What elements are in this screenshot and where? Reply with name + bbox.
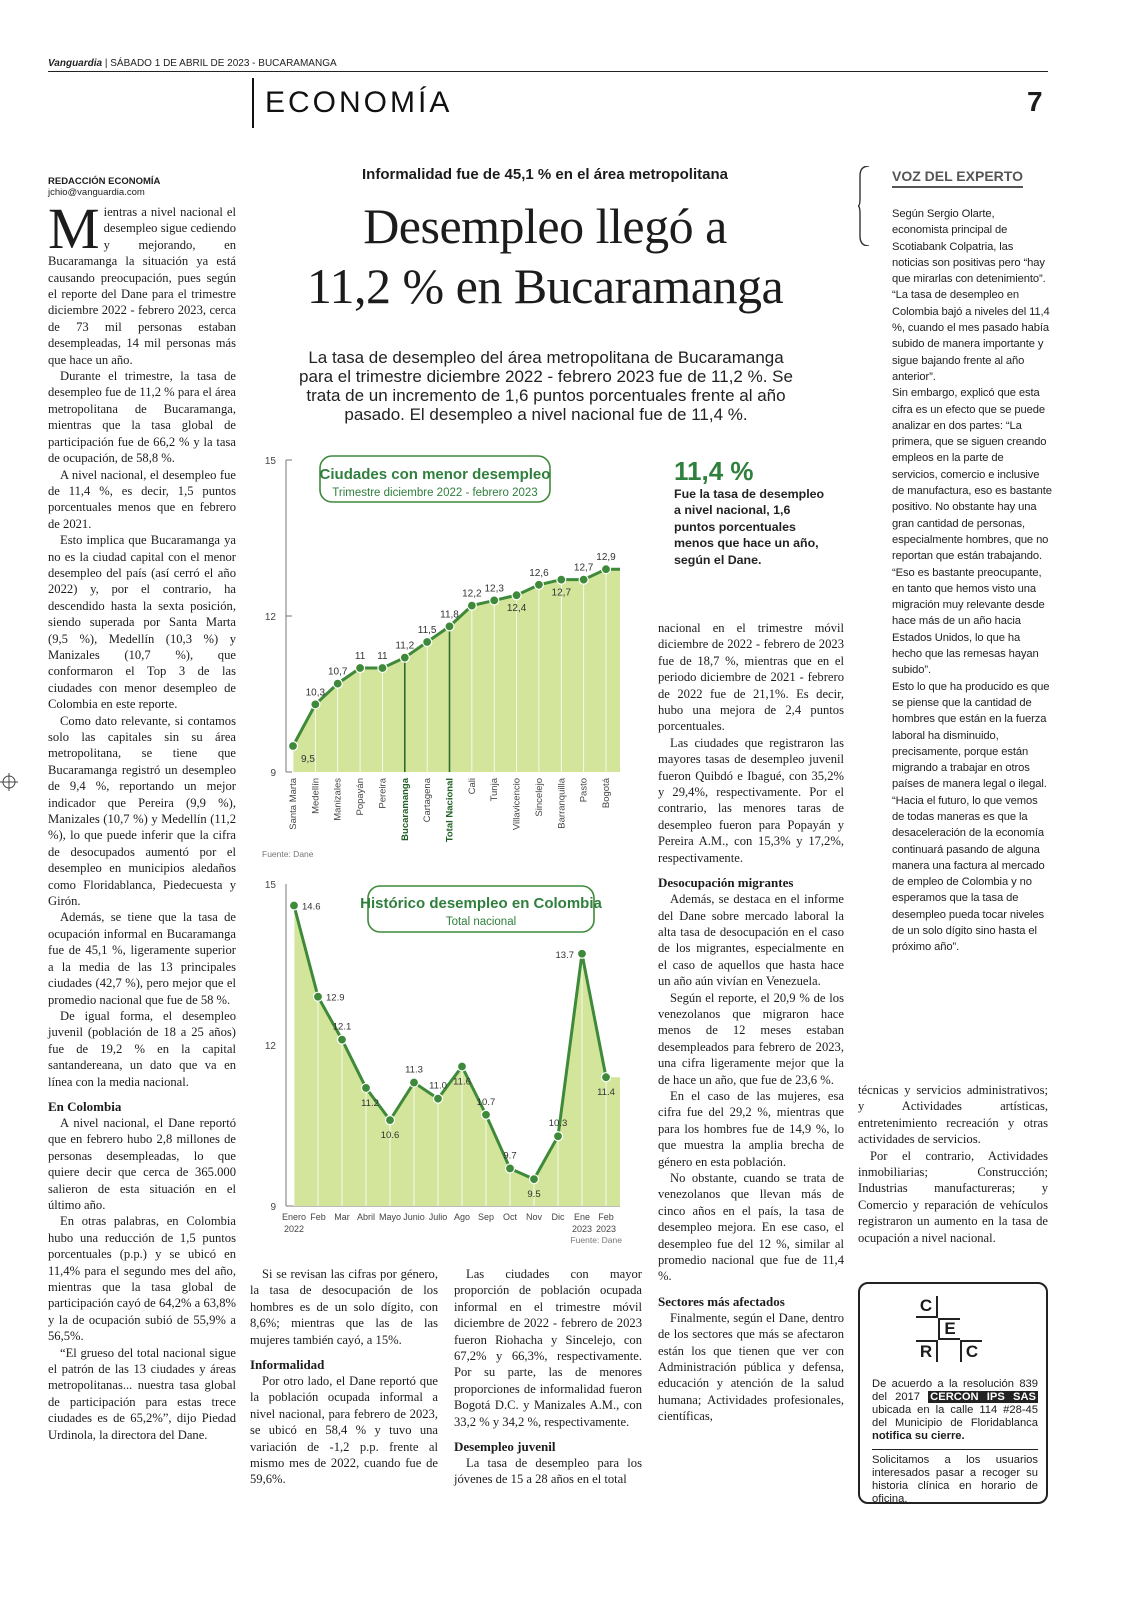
data-label: 11.2 (361, 1097, 379, 1109)
data-point (289, 742, 298, 751)
data-point (356, 664, 365, 673)
subhead: Sectores más afectados (658, 1293, 785, 1309)
data-point (512, 591, 521, 600)
data-point (362, 1083, 371, 1092)
category-label: Pereira (377, 778, 389, 809)
data-label: 12,7 (551, 587, 572, 599)
notice-body: De acuerdo a la resolución 839 del 2017 CERCON IPS SAS ubicada en la calle 114 #28-45 del Municipio de Floridablanca notifica su cierre. (872, 1378, 1038, 1442)
paragraph: Las ciudades que registraron las mayores tasas de desempleo juvenil fueron Quibdó e Ibagué, con 35,2% y 29,4%, respectivamente. Por el contrario, las menores taras de desempleo fueron para Popayán y Pereira A.M., con 15,3% y 17,2%, respectivamente. (658, 735, 844, 865)
paragraph: Esto implica que Bucaramanga ya no es la ciudad capital con el menor desempleo del país (así cerró el año 2022) y, por el contrario, ha descendido hasta la sexta posición, siendo superada por Santa Marta (9,5 %), Medellín (10,3 %) y Manizales (10,7 %), que conformaron el Top 3 de las ciudades con menor desempleo de Colombia en este reporte. (48, 533, 236, 712)
data-label: 12.9 (326, 992, 345, 1004)
category-label: Villavicencio (511, 778, 523, 831)
data-label: 12,2 (462, 588, 482, 600)
data-label: 10,7 (327, 666, 348, 678)
chart-title: Histórico desempleo en Colombia (360, 895, 602, 912)
data-label: 12,9 (596, 552, 616, 564)
data-label: 12,3 (484, 583, 504, 595)
headline-line-1: Desempleo llegó a (363, 198, 727, 254)
data-point (467, 601, 476, 610)
logo-letter: C (916, 1296, 938, 1318)
category-label: Medellín (310, 778, 322, 814)
headline (250, 196, 840, 316)
category-label: Mayo (378, 1212, 402, 1222)
paragraph: Según el reporte, el 20,9 % de los venezolanos que migraron hace menos de 12 meses estaban desempleados para febrero de 2023, una cifra ligeramente mejor que la de hace un año, que fue de 23,6 %. (658, 990, 844, 1087)
year-label: 2023 (595, 1224, 617, 1234)
data-label: 10.7 (476, 1096, 496, 1108)
data-point (557, 575, 566, 584)
data-point (445, 622, 454, 631)
y-tick-label: 15 (264, 456, 276, 467)
cerc-logo (916, 1296, 982, 1362)
data-point (506, 1164, 515, 1173)
data-label: 11.6 (453, 1076, 471, 1088)
data-point (554, 1132, 563, 1141)
date-line: | SÁBADO 1 DE ABRIL DE 2023 - BUCARAMANGA (104, 58, 337, 69)
category-label: Sep (477, 1212, 495, 1222)
data-label: 11,5 (417, 625, 437, 636)
chart-source: Fuente: Dane (570, 1235, 622, 1245)
data-point (530, 1175, 539, 1184)
category-label: Mar (334, 1212, 350, 1222)
notice-text (872, 1378, 1038, 1506)
paragraph: Por otro lado, el Dane reportó que la población ocupada informal a nivel nacional, para febrero de 2023, se ubicó en 58,4 % y tuvo una variación de -1,2 p.p. frente al mismo mes de 2022, cuando fue de 59,6%. (250, 1374, 438, 1487)
category-label: Feb (598, 1212, 614, 1222)
data-label: 11 (377, 651, 388, 662)
category-label: Pasto (578, 778, 590, 803)
paragraph: La tasa de desempleo para los jóvenes de 15 a 28 años en el total (454, 1456, 642, 1487)
expert-title: VOZ DEL EXPERTO (892, 168, 1023, 188)
data-point (400, 653, 409, 662)
logo-letter: E (938, 1318, 960, 1340)
expert-paragraph: Esto lo que ha producido es que se piense que la cantidad de hombres que están en la fuerza laboral ha disminuido, precisamente, porque están migrando a trabajar en otros países de manera legal o ilegal. (892, 680, 1050, 791)
subhead: Desempleo juvenil (454, 1439, 556, 1455)
paragraph: Por el contrario, Actividades inmobiliarias; Construcción; Industrias manufactureras; y Comercio y reparación de vehículos registraron un aumento en la tasa de ocupación a nivel nacional. (858, 1148, 1048, 1245)
data-point (458, 1062, 467, 1071)
data-label: 13.7 (555, 949, 574, 961)
callout-text: Fue la tasa de desempleo a nivel nacional, 1,6 puntos porcentuales menos que hace un año, según el Dane. (674, 487, 825, 567)
data-point (311, 700, 320, 709)
data-point (338, 1035, 347, 1044)
y-tick-label: 9 (270, 1202, 276, 1213)
category-label: Tunja (489, 778, 501, 802)
data-point (578, 949, 587, 958)
category-label: Enero (281, 1212, 307, 1222)
paragraph: Durante el trimestre, la tasa de desempleo fue de 11,2 % para el área metropolitana de Bucaramanga, mientras que la tasa global de participación fue de 66,2 % y la tasa de ocupación, de 58,8 %. (48, 369, 236, 466)
page-number: 7 (1027, 86, 1043, 117)
data-label: 10,3 (305, 687, 326, 699)
notice-footer: Solicitamos a los usuarios interesados pasar a recoger su historia clínica en horario de oficina. (872, 1449, 1038, 1506)
category-label: Julio (428, 1212, 448, 1222)
deck: La tasa de desempleo del área metropolitana de Bucaramanga para el trimestre diciembre 2022 - febrero 2023 fue de 11,2 %. Se trata de un incremento de 1,6 puntos porcentuales frente al año pasado. El desempleo a nivel nacional fue de 11,4 %. (299, 348, 793, 424)
paragraph: Finalmente, según el Dane, dentro de los sectores que más se afectaron están los que tienen que ver con Administración pública y defensa, educación y atención de la salud humana; Actividades profesionales, científicas, (658, 1310, 844, 1424)
drop-cap: M (48, 196, 100, 261)
data-label: 14.6 (302, 901, 321, 913)
chart-title: Ciudades con menor desempleo (319, 466, 551, 483)
paragraph: De igual forma, el desempleo juvenil (población de 18 a 25 años) fue de 19,2 % en la capital santandereana, un dato que va en línea con la media nacional. (48, 1008, 236, 1089)
byline-author: REDACCIÓN ECONOMÍA (48, 176, 161, 187)
masthead (48, 58, 1048, 72)
data-point (314, 992, 323, 1001)
expert-paragraph: Sin embargo, explicó que esta cifra es un efecto que se puede analizar en dos partes: “La primera, que se siguen creando empleos en la parte de servicios, comercio e inclusive de manufactura, eso es bastante positivo. No obstante hay una gran cantidad de personas, especialmente hombres, que no reportan que están trabajando. (892, 387, 1052, 563)
category-label: Dic (551, 1212, 565, 1222)
data-label: 11,8 (440, 609, 459, 621)
y-tick-label: 9 (270, 768, 276, 779)
chart-historic-unemployment (258, 876, 648, 1256)
paragraph: Además, se destaca en el informe del Dane sobre mercado laboral la alta tasa de desocupación en el caso de los migrantes, especialmente en el caso de aquellos que hasta hace un año aún vivían en Venezuela. (658, 892, 844, 989)
category-label: Total Nacional (444, 778, 456, 843)
callout-value: 11,4 % (674, 456, 754, 486)
data-label: 11.0 (429, 1080, 447, 1092)
notice-highlight: CERCON IPS SAS (930, 1391, 1036, 1403)
category-label: Ago (453, 1212, 471, 1222)
expert-paragraph: “La tasa de desempleo en Colombia bajó a niveles del 11,4 %, cuando el mes pasado había subido de manera importante y sigue bajando frente al año anterior”. (892, 289, 1050, 383)
paragraph: En el caso de las mujeres, esa cifra fue del 29,2 %, mientras que para los hombres fue de 14,9 %, lo que muestra la amplia brecha de género en esta población. (658, 1088, 844, 1169)
data-label: 12,7 (573, 562, 594, 574)
paragraph: A nivel nacional, el Dane reportó que en febrero hubo 2,8 millones de personas desempleadas, lo que quiere decir que cerca de 365.000 salieron de esta situación en el último año. (48, 1115, 236, 1212)
category-label: Nov (525, 1212, 543, 1222)
category-label: Santa Marta (288, 778, 299, 830)
data-label: 9,5 (301, 754, 315, 765)
data-label: 11 (354, 651, 366, 662)
data-point (482, 1110, 491, 1119)
section-divider (252, 78, 254, 128)
data-label: 10.6 (380, 1130, 400, 1142)
category-label: Oct (502, 1212, 518, 1222)
paragraph: técnicas y servicios administrativos; y Actividades artísticas, entretenimiento recreación y otras actividades de servicios. (858, 1083, 1048, 1147)
category-label: Popayán (355, 778, 367, 816)
subhead: En Colombia (48, 1098, 122, 1114)
data-label: 12,6 (529, 567, 549, 579)
logo-letter: R (916, 1340, 938, 1362)
data-point (410, 1078, 419, 1087)
notice-bold: notifica su cierre. (872, 1430, 965, 1442)
category-label: Manizales (332, 778, 344, 821)
data-label: 9.7 (503, 1150, 517, 1162)
data-point (423, 638, 432, 647)
data-label: 12,4 (506, 603, 527, 615)
year-label: 2023 (571, 1224, 593, 1234)
subhead: Informalidad (250, 1357, 325, 1373)
year-label: 2022 (283, 1224, 305, 1234)
category-label: Abril (356, 1212, 376, 1222)
category-label: Ene (573, 1212, 591, 1222)
subhead: Desocupación migrantes (658, 875, 794, 891)
chart-subtitle: Total nacional (445, 916, 517, 928)
logo-letter: C (960, 1340, 982, 1362)
data-label: 11.4 (597, 1087, 615, 1099)
data-label: 11,2 (395, 640, 415, 652)
data-point (434, 1094, 443, 1103)
expert-paragraph: “Hacia el futuro, lo que vemos de todas maneras es que la desaceleración de la economía continuará pasando de alguna manera una factura al mercado de empleo de Colombia y no esperamos que la tasa de desempleo pueda tocar niveles de un solo dígito sino hasta el próximo año”. (892, 794, 1045, 954)
data-label: 11.3 (405, 1064, 423, 1076)
chart-cities-unemployment (258, 452, 648, 862)
category-label: Feb (310, 1212, 326, 1222)
data-point (602, 1073, 611, 1082)
section-title: ECONOMÍA (265, 86, 453, 119)
paragraph: Como dato relevante, si contamos solo las capitales sin su área metropolitana, se tiene que Bucaramanga registró un desempleo de 9,4 %, reportando un mejor indicador que Pereira (9,9 %), Manizales (10,7 %) y Medellín (11,2 %), lo que puede inferir que la cifra de desocupados aumentó por el desempleo en municipios aledaños como Floridablanca, Piedecuesta y Girón. (48, 713, 236, 909)
paragraph: No obstante, cuando se trata de venezolanos que llevan más de cinco años en el país, la tasa de desempleo mejora. En ese caso, el desempleo fue del 12 %, similar al promedio nacional que fue de 11,4 %. (658, 1171, 844, 1284)
article-column-5 (858, 1082, 1048, 1246)
paragraph: A nivel nacional, el desempleo fue de 11,4 %, es decir, 1,5 puntos porcentuales menos que en febrero de 2021. (48, 467, 236, 531)
category-label: Bogotá (601, 778, 612, 809)
headline-line-2: 11,2 % en Bucaramanga (306, 258, 784, 314)
data-label: 12.1 (332, 1021, 352, 1033)
paragraph: “El grueso del total nacional sigue el patrón de las 13 ciudades y áreas metropolitanas... nuestra tasa global de participación para estas trece ciudades es de 65,2%”, dijo Piedad Urdinola, la directora del Dane. (48, 1345, 236, 1442)
paragraph: Mientras a nivel nacional el desempleo sigue cediendo y mejorando, en Bucaramanga la situación ya está causando preocupación, pues según el reporte del Dane para el trimestre diciembre 2022 - febrero 2023, cerca de 73 mil personas estaban desempleadas, 14 mil personas más que hace un año. (48, 196, 236, 367)
data-point (333, 679, 342, 688)
category-label: Cartagena (422, 778, 434, 823)
data-point (378, 664, 387, 673)
data-label: 9.5 (527, 1189, 541, 1201)
paragraph: Si se revisan las cifras por género, la tasa de desocupación de los hombres es de un solo dígito, con 8,6%; mientras que las de las mujeres también cayó, a 15%. (250, 1267, 438, 1347)
category-label: Junio (403, 1212, 425, 1222)
article-column-4 (658, 620, 844, 1425)
data-label: 10.3 (548, 1118, 568, 1130)
paragraph: En otras palabras, en Colombia hubo una reducción de 1,5 puntos porcentuales (p.p.) y se ubicó en 11,4% para el segundo mes del año, mientras que la tasa global de participación cayó de 64,2% a 63,8% y la de ocupación subió de 55,9% a 56,5%. (48, 1214, 236, 1344)
category-label: Cali (466, 778, 478, 795)
article-column-3 (454, 1266, 642, 1488)
byline (48, 176, 160, 198)
y-tick-label: 12 (264, 1041, 276, 1052)
kicker: Informalidad fue de 45,1 % en el área metropolitana (362, 166, 728, 183)
data-point (290, 901, 299, 910)
paragraph: nacional en el trimestre móvil diciembre de 2022 - febrero de 2023 fue de 18,7 %, mientras que en el periodo diciembre de 2021 - febrero de 2022 fue de 21,1%. Es decir, hubo una mejora de 2,4 puntos porcentuales. (658, 621, 844, 734)
chart-subtitle: Trimestre diciembre 2022 - febrero 2023 (332, 487, 538, 499)
expert-text (892, 206, 1052, 956)
category-label: Sincelejo (533, 778, 545, 817)
data-point (579, 575, 588, 584)
article-column-1 (48, 196, 236, 1443)
brand-logo: Vanguardia (48, 58, 103, 69)
category-label: Bucaramanga (399, 778, 411, 841)
data-point (602, 565, 611, 574)
category-label: Barranquilla (556, 778, 568, 829)
data-point (534, 580, 543, 589)
byline-email: jchio@vanguardia.com (48, 187, 145, 198)
registration-mark-icon (0, 773, 18, 791)
article-column-2 (250, 1266, 438, 1488)
paragraph: Las ciudades con mayor proporción de población ocupada informal en el trimestre móvil diciembre de 2022 - febrero de 2023 fueron Riohacha y Sincelejo, con 67,2% y 66,3%, respectivamente. Por su parte, las de menores proporciones de informalidad fueron Bogotá D.C. y Manizales A.M., con 33,2 % y 34,2 %, respectivamente. (454, 1267, 642, 1429)
expert-paragraph: “Eso es bastante preocupante, en tanto que hemos visto una migración muy relevante desde hace más de un año hacia Estados Unidos, lo que ha hecho que las remesas hayan subido”. (892, 566, 1045, 677)
y-tick-label: 12 (264, 612, 276, 623)
paragraph: Además, se tiene que la tasa de ocupación informal en Bucaramanga fue de 45,1 %, ligeramente superior a la media de las 13 principales ciudades (42,7 %), pero mejor que el promedio nacional que fue de 58 %. (48, 910, 236, 1007)
data-point (490, 596, 499, 605)
bracket-icon (858, 166, 870, 246)
chart-source: Fuente: Dane (262, 849, 314, 859)
data-point (386, 1116, 395, 1125)
y-tick-label: 15 (264, 880, 276, 891)
expert-paragraph: Según Sergio Olarte, economista principal de Scotiabank Colpatria, las noticias son positivas pero “hay que mirarlas con detenimiento”. (892, 208, 1046, 286)
